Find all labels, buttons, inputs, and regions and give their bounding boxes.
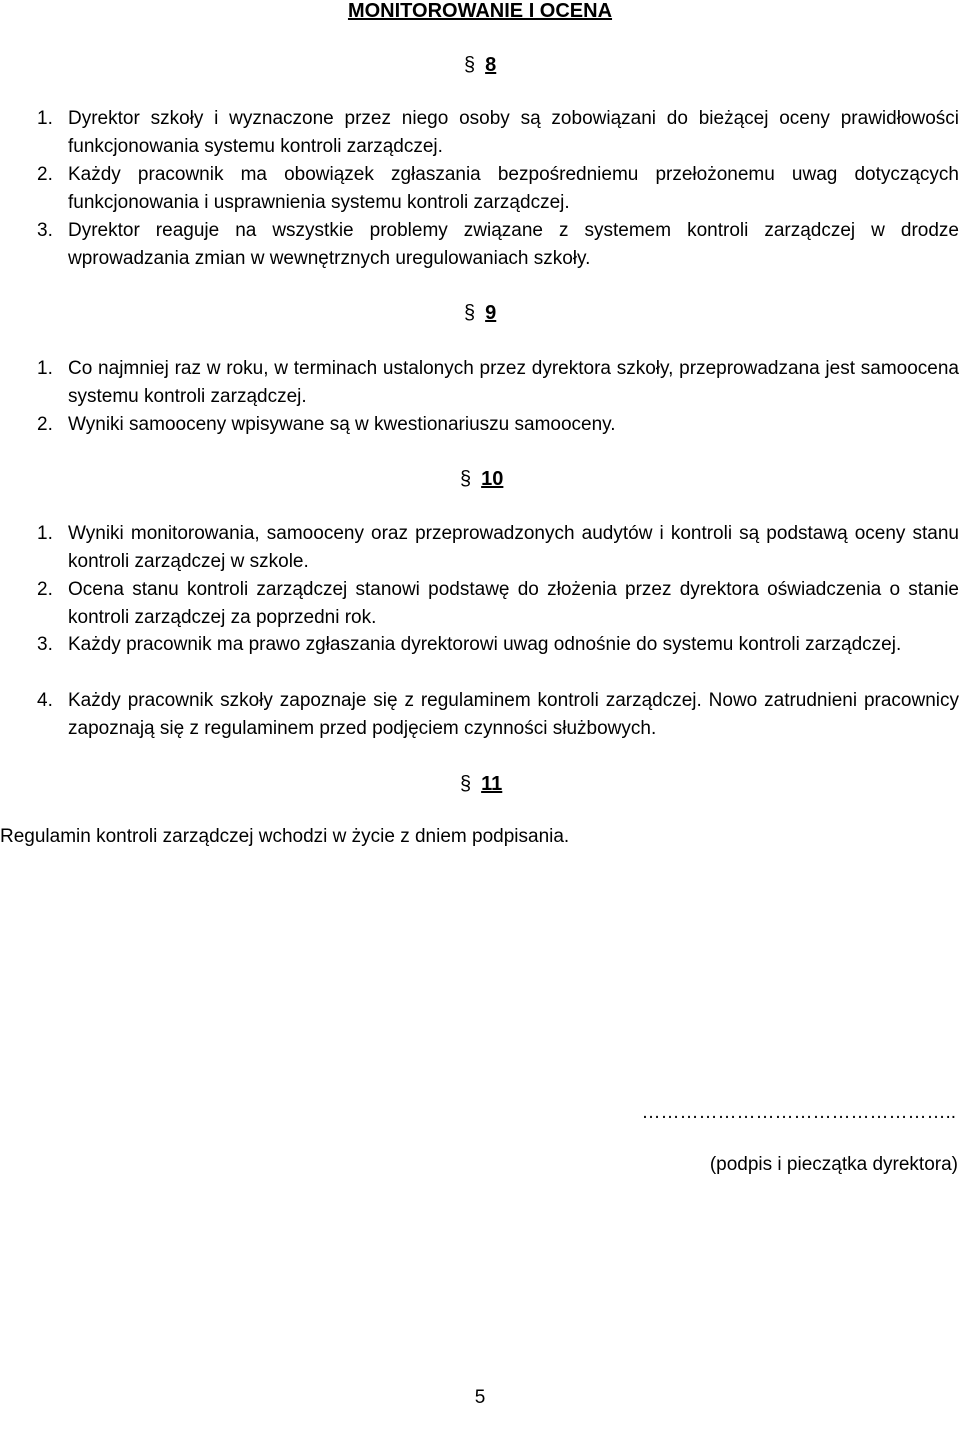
item-text: Wyniki monitorowania, samooceny oraz przeprowadzonych audytów i kontroli są podstawą oceny stanu kontroli zarządczej w szkole. [68, 523, 959, 572]
list-item [37, 631, 959, 659]
section-number: 9 [485, 302, 497, 324]
list-item [37, 576, 959, 632]
item-number: 3. [37, 220, 53, 241]
section-sign: § [460, 468, 472, 490]
section-heading-10 [460, 468, 503, 491]
list-item [37, 105, 959, 161]
item-text: Co najmniej raz w roku, w terminach ustalonych przez dyrektora szkoły, przeprowadzana jest samoocena systemu kontroli zarządczej. [68, 358, 959, 407]
item-text: Każdy pracownik ma obowiązek zgłaszania bezpośredniemu przełożonemu uwag dotyczących funkcjonowania i usprawnienia systemu kontroli zarządczej. [68, 164, 959, 213]
item-number: 2. [37, 164, 53, 185]
item-text: Każdy pracownik ma prawo zgłaszania dyrektorowi uwag odnośnie do systemu kontroli zarządczej. [68, 634, 902, 655]
item-number: 1. [37, 523, 53, 544]
item-number: 2. [37, 579, 53, 600]
signature-caption: (podpis i pieczątka dyrektora) [709, 1154, 958, 1175]
item-number: 2. [37, 414, 53, 435]
item-number: 3. [37, 634, 53, 655]
signature-line: ………………………………………….. [641, 1102, 956, 1123]
list-item [37, 687, 959, 743]
section-number: 8 [485, 54, 497, 76]
page-number: 5 [474, 1387, 486, 1408]
section-sign: § [464, 54, 476, 76]
item-text: Dyrektor reaguje na wszystkie problemy związane z systemem kontroli zarządczej w drodze wprowadzania zmian w wewnętrznych uregulowaniach szkoły. [68, 220, 959, 269]
list-item [37, 520, 959, 576]
list-item [37, 355, 959, 411]
section-number: 11 [481, 773, 503, 795]
item-number: 1. [37, 108, 53, 129]
section-number: 10 [481, 468, 504, 490]
item-number: 1. [37, 358, 53, 379]
item-text: Ocena stanu kontroli zarządczej stanowi podstawę do złożenia przez dyrektora oświadczenia o stanie kontroli zarządczej za poprzedni rok. [68, 579, 959, 628]
closing-statement: Regulamin kontroli zarządczej wchodzi w życie z dniem podpisania. [0, 826, 570, 847]
section-heading-11 [460, 773, 502, 796]
item-number: 4. [37, 690, 53, 711]
chapter-heading: MONITOROWANIE I OCENA [347, 0, 613, 22]
section-heading-9 [464, 302, 496, 325]
list-item [37, 161, 959, 217]
item-text: Dyrektor szkoły i wyznaczone przez niego osoby są zobowiązani do bieżącej oceny prawidłowości funkcjonowania systemu kontroli zarządczej. [68, 108, 959, 157]
list-item [37, 411, 959, 439]
section-sign: § [460, 773, 472, 795]
item-text: Wyniki samooceny wpisywane są w kwestionariuszu samooceny. [68, 414, 616, 435]
item-text: Każdy pracownik szkoły zapoznaje się z regulaminem kontroli zarządczej. Nowo zatrudnieni pracownicy zapoznają się z regulaminem przed podjęciem czynności służbowych. [68, 690, 959, 739]
list-item [37, 217, 959, 273]
section-sign: § [464, 302, 476, 324]
section-heading-8 [464, 54, 496, 77]
